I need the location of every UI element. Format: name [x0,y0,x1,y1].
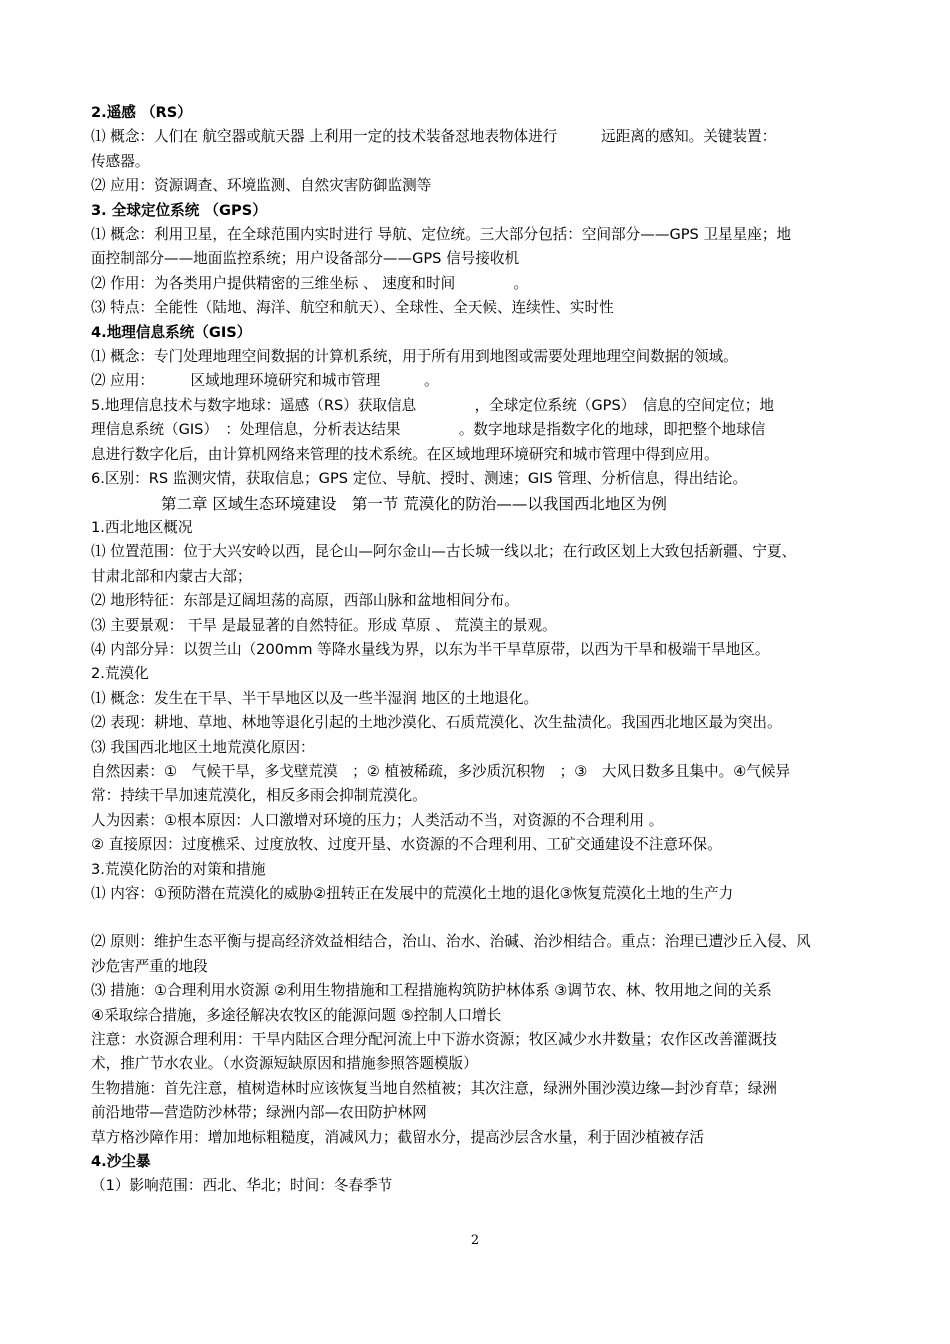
text-line: ⑵ 地形特征：东部是辽阔坦荡的高原，西部山脉和盆地相间分布。 [91,592,519,610]
text-line: ⑵ 原则：维护生态平衡与提高经济效益相结合，治山、治水、治碱、治沙相结合。重点：治理已遭沙丘入侵、风 [91,933,811,951]
text-line: （1）影响范围：西北、华北；时间：冬春季节 [91,1177,393,1195]
text-line: ⑷ 内部分异：以贺兰山（200mm 等降水量线为界，以东为半干旱草原带，以西为干旱和极端干旱地区。 [91,640,770,658]
text-line: 3. 全球定位系统 （GPS） [91,201,267,219]
text-line: 2.遥感 （RS） [91,104,192,121]
text-line: 1.西北地区概况 [91,518,193,536]
text-line: 人为因素：①根本原因：人口激增对环境的压力；人类活动不当，对资源的不合理利用 。 [91,811,664,829]
text-line: ⑵ 表现：耕地、草地、林地等退化引起的土地沙漠化、石质荒漠化、次生盐渍化。我国西北地区最为突出。 [91,714,782,732]
text-line: 生物措施：首先注意，植树造林时应该恢复当地自然植被；其次注意，绿洲外围沙漠边缘—封沙育草；绿洲 [91,1079,777,1097]
text-line: 常：持续干旱加速荒漠化，相反多雨会抑制荒漠化。 [91,787,427,805]
blank-line [91,906,866,930]
text-line: 自然因素：① 气候干旱，多戈壁荒漠 ；② 植被稀疏，多沙质沉积物 ；③ 大风日数多且集中。④气候异 [91,762,791,780]
text-line: 理信息系统（GIS） ：处理信息，分析表达结果 。数字地球是指数字化的地球，即把整个地球信 [91,421,766,439]
text-line: 前沿地带—营造防沙林带；绿洲内部—农田防护林网 [91,1104,427,1122]
text-line: ⑶ 特点：全能性（陆地、海洋、航空和航天）、全球性、全天候、连续性、实时性 [91,299,614,317]
text-line: ⑴ 位置范围：位于大兴安岭以西，昆仑山—阿尔金山—古长城一线以北；在行政区划上大致包括新疆、宁夏、 [91,543,797,561]
text-line: ④采取综合措施，多途径解决农牧区的能源问题 ⑤控制人口增长 [91,1006,502,1024]
document-body [91,101,866,1199]
text-line: 5.地理信息技术与数字地球：遥感（RS）获取信息 ，全球定位系统（GPS） 信息的空间定位；地 [91,396,774,414]
text-line: ⑴ 概念：人们在 航空器或航天器 上利用一定的技术装备怼地表物体进行 远距离的感知。关键装置： [91,128,777,146]
text-line: ⑶ 主要景观： 干旱 是最显著的自然特征。形成 草原 、 荒漠主的景观。 [91,616,557,634]
text-line: ⑴ 内容：①预防潜在荒漠化的威胁②扭转正在发展中的荒漠化土地的退化③恢复荒漠化土地的生产力 [91,885,734,902]
page-number: 2 [470,1233,480,1248]
text-line: 4.地理信息系统（GIS） [91,323,252,341]
text-line: 术，推广节水农业。（水资源短缺原因和措施参照答题模版） [91,1055,478,1073]
text-line: 草方格沙障作用：增加地标粗糙度，消减风力；截留水分，提高沙层含水量，利于固沙植被存活 [91,1128,704,1146]
text-line: ⑵ 应用：资源调查、环境监测、自然灾害防御监测等 [91,177,432,195]
text-line: 注意：水资源合理利用：干旱内陆区合理分配河流上中下游水资源；牧区减少水井数量；农作区改善灌溉技 [91,1031,777,1049]
text-line: 甘肃北部和内蒙古大部； [91,567,252,585]
text-line: 4.沙尘暴 [91,1153,151,1171]
text-line: ⑵ 应用： 区域地理环境研究和城市管理 。 [91,372,439,390]
text-line: 3.荒漠化防治的对策和措施 [91,860,266,878]
text-line: 息进行数字化后，由计算机网络来管理的技术系统。在区域地理环境研究和城市管理中得到应用。 [91,445,719,463]
text-line: 沙危害严重的地段 [91,957,208,975]
text-line: 面控制部分——地面监控系统；用户设备部分——GPS 信号接收机 [91,250,520,268]
text-line: ⑴ 概念：利用卫星，在全球范围内实时进行 导航、定位统。三大部分包括：空间部分——GPS 卫星星座；地 [91,226,792,244]
text-line: ⑶ 我国西北地区土地荒漠化原因： [91,738,315,756]
text-line: ⑶ 措施：①合理利用水资源 ②利用生物措施和工程措施构筑防护林体系 ③调节农、林、牧用地之间的关系 [91,982,772,1000]
text-line: ⑴ 概念：专门处理地理空间数据的计算机系统，用于所有用到地图或需要处理地理空间数据的领域。 [91,348,738,366]
text-line: 2.荒漠化 [91,665,149,683]
text-line: 6.区别：RS 监测灾情，获取信息；GPS 定位、导航、授时、测速；GIS 管理、分析信息，得出结论。 [91,470,748,488]
text-line: ⑴ 概念：发生在干旱、半干旱地区以及一些半湿润 地区的土地退化。 [91,689,539,707]
text-line: 传感器。 [91,152,150,170]
text-line: ⑵ 作用：为各类用户提供精密的三维坐标 、 速度和时间 。 [91,274,529,292]
chapter-title: 第二章 区域生态环境建设 第一节 荒漠化的防治——以我国西北地区为例 [161,494,667,513]
text-line: ② 直接原因：过度樵采、过度放牧、过度开垦、水资源的不合理利用、工矿交通建设不注意环保。 [91,836,722,854]
